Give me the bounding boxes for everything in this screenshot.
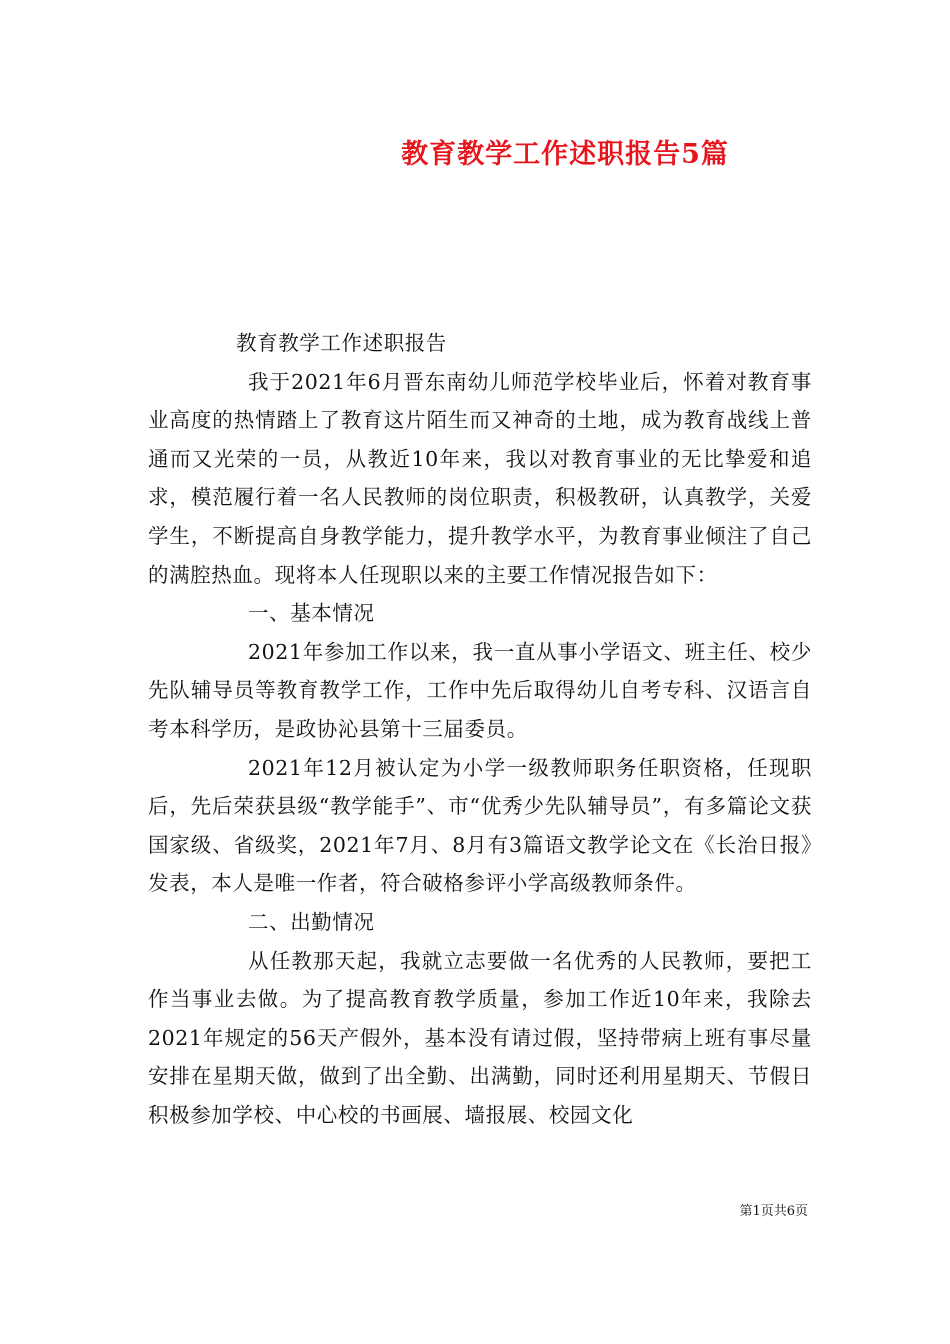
- page-number-footer: 第1页共6页: [739, 1204, 808, 1219]
- report-subtitle: 教育教学工作述职报告: [236, 331, 447, 355]
- paragraph-basic-2: 2021年12月被认定为小学一级教师职务任职资格，任现职后，先后荣获县级“教学能手”、市“优秀少先队辅导员”，有多篇论文获国家级、省级奖，2021年7月、8月有3篇语文教学论文在《长治日报》发表，本人是唯一作者，符合破格参评小学高级教师条件。: [148, 755, 812, 896]
- paragraph-attendance: 从任教那天起，我就立志要做一名优秀的人民教师，要把工作当事业去做。为了提高教育教学质量，参加工作近10年来，我除去2021年规定的56天产假外，基本没有请过假，坚持带病上班有事尽量安排在星期天做，做到了出全勤、出满勤，同时还利用星期天、节假日积极参加学校、中心校的书画展、墙报展、校园文化: [148, 948, 812, 1127]
- section-heading-attendance: 二、出勤情况: [248, 909, 375, 934]
- paragraph-intro: 我于2021年6月晋东南幼儿师范学校毕业后，怀着对教育事业高度的热情踏上了教育这片陌生而又神奇的土地，成为教育战线上普通而又光荣的一员，从教近10年来，我以对教育事业的无比挚爱和追求，模范履行着一名人民教师的岗位职责，积极教研，认真教学，关爱学生，不断提高自身教学能力，提升教学水平，为教育事业倾注了自己的满腔热血。现将本人任现职以来的主要工作情况报告如下：: [148, 369, 812, 587]
- document-title: 教育教学工作述职报告5篇: [401, 139, 729, 170]
- document-body: [148, 324, 812, 1134]
- paragraph-basic-1: 2021年参加工作以来，我一直从事小学语文、班主任、校少先队辅导员等教育教学工作，工作中先后取得幼儿自考专科、汉语言自考本科学历，是政协沁县第十三届委员。: [148, 639, 812, 741]
- section-heading-basic: 一、基本情况: [248, 601, 375, 626]
